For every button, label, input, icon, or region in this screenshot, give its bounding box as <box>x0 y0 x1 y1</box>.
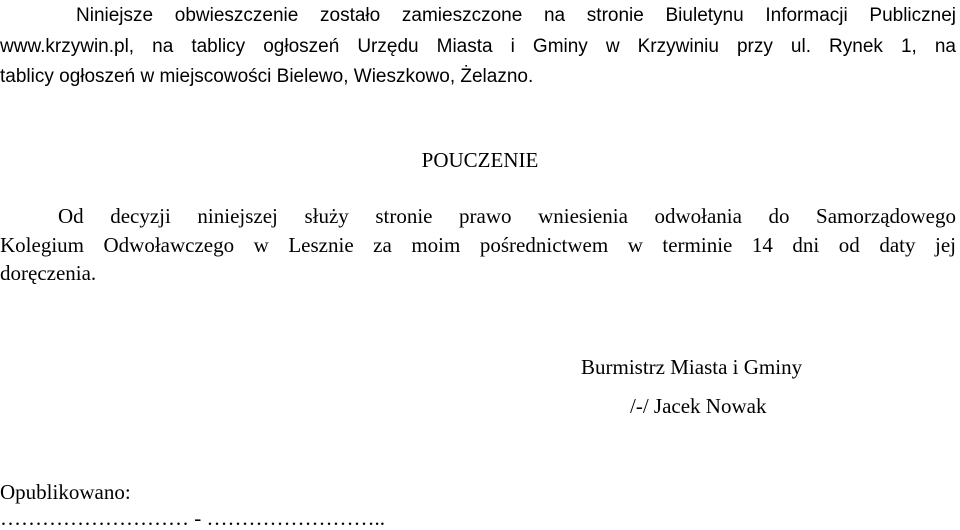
notice-line-3: tablicy ogłoszeń w miejscowości Bielewo, Wieszkowo, Żelazno. <box>0 66 534 87</box>
signature-title: Burmistrz Miasta i Gminy <box>581 355 803 379</box>
instruction-line-3: doręczenia. <box>0 261 97 285</box>
instruction-heading: POUCZENIE <box>421 148 539 172</box>
published-date-range: ……………………… - …………………….. <box>0 506 385 530</box>
published-label: Opublikowano: <box>0 480 131 504</box>
instruction-line-2: Kolegium Odwoławczego w Lesznie za moim pośrednictwem w terminie 14 dni od daty jej <box>0 233 956 257</box>
notice-line-1: Niniejsze obwieszczenie zostało zamieszczone na stronie Biuletynu Informacji Publicznej <box>76 5 956 26</box>
notice-line-2: www.krzywin.pl, na tablicy ogłoszeń Urzędu Miasta i Gminy w Krzywiniu przy ul. Rynek 1, na <box>0 36 956 57</box>
signature-name: /-/ Jacek Nowak <box>630 394 767 418</box>
instruction-line-1: Od decyzji niniejszej służy stronie prawo wniesienia odwołania do Samorządowego <box>58 204 956 228</box>
